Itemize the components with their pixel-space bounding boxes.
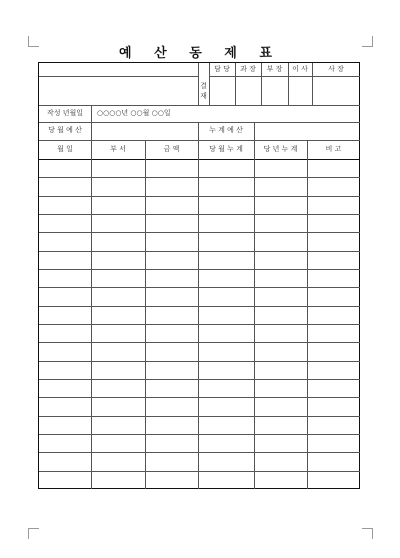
col-header-department: 부 서	[110, 145, 126, 153]
table-row	[39, 177, 360, 178]
grid-col-divider-2	[145, 140, 146, 489]
table-row	[39, 342, 360, 343]
header-bottom-line	[39, 159, 360, 160]
date-label: 작성 년월일	[46, 109, 84, 117]
info-label-divider	[91, 105, 92, 140]
grid-col-divider-1	[91, 140, 92, 489]
table-row	[39, 452, 360, 453]
info-line-3	[39, 140, 360, 141]
page-title: 예 산 동 제 표	[119, 46, 281, 61]
grid-col-divider-3	[198, 140, 199, 489]
grid-col-divider-4	[254, 140, 255, 489]
info-line-2	[39, 122, 360, 123]
approval-role-director: 이 사	[292, 65, 308, 73]
table-row	[39, 232, 360, 233]
table-row	[39, 434, 360, 435]
approval-role-dept-head: 부 장	[266, 65, 283, 73]
table-row	[39, 196, 360, 197]
table-row	[39, 416, 360, 417]
grid-col-divider-5	[307, 140, 308, 489]
info-cumulative-divider	[254, 122, 255, 140]
table-row	[39, 379, 360, 380]
table-row	[39, 361, 360, 362]
budget-label: 당 월 예 산	[48, 126, 82, 134]
date-value: ○○○○년 ○○월 ○○일	[97, 109, 171, 117]
approval-header-line	[209, 76, 360, 77]
table-row	[39, 269, 360, 270]
col-header-year-cumulative: 당 년 누 계	[263, 145, 298, 153]
top-left-line	[39, 76, 198, 77]
approval-role-manager: 과 장	[240, 65, 256, 73]
col-header-remarks: 비 고	[325, 145, 342, 153]
table-row	[39, 287, 360, 288]
table-row	[39, 251, 360, 252]
table-row	[39, 214, 360, 215]
crop-mark-bottom-right	[362, 528, 373, 539]
table-row	[39, 471, 360, 472]
cumulative-budget-label: 누 계 예 산	[209, 126, 243, 134]
col-header-date: 월 일	[57, 145, 73, 153]
col-header-month-cumulative: 당 월 누 계	[209, 145, 243, 153]
col-header-amount: 금 액	[163, 145, 180, 153]
info-top-line	[39, 105, 360, 106]
budget-form-table	[38, 62, 360, 489]
table-row	[39, 397, 360, 398]
approval-side-label-1: 결	[200, 82, 207, 90]
approval-role-president: 사 장	[328, 65, 344, 73]
crop-mark-bottom-left	[28, 528, 39, 539]
table-row	[39, 324, 360, 325]
approval-side-label-2: 재	[200, 92, 207, 100]
table-row	[39, 306, 360, 307]
approval-role-staff: 담 당	[214, 65, 230, 73]
